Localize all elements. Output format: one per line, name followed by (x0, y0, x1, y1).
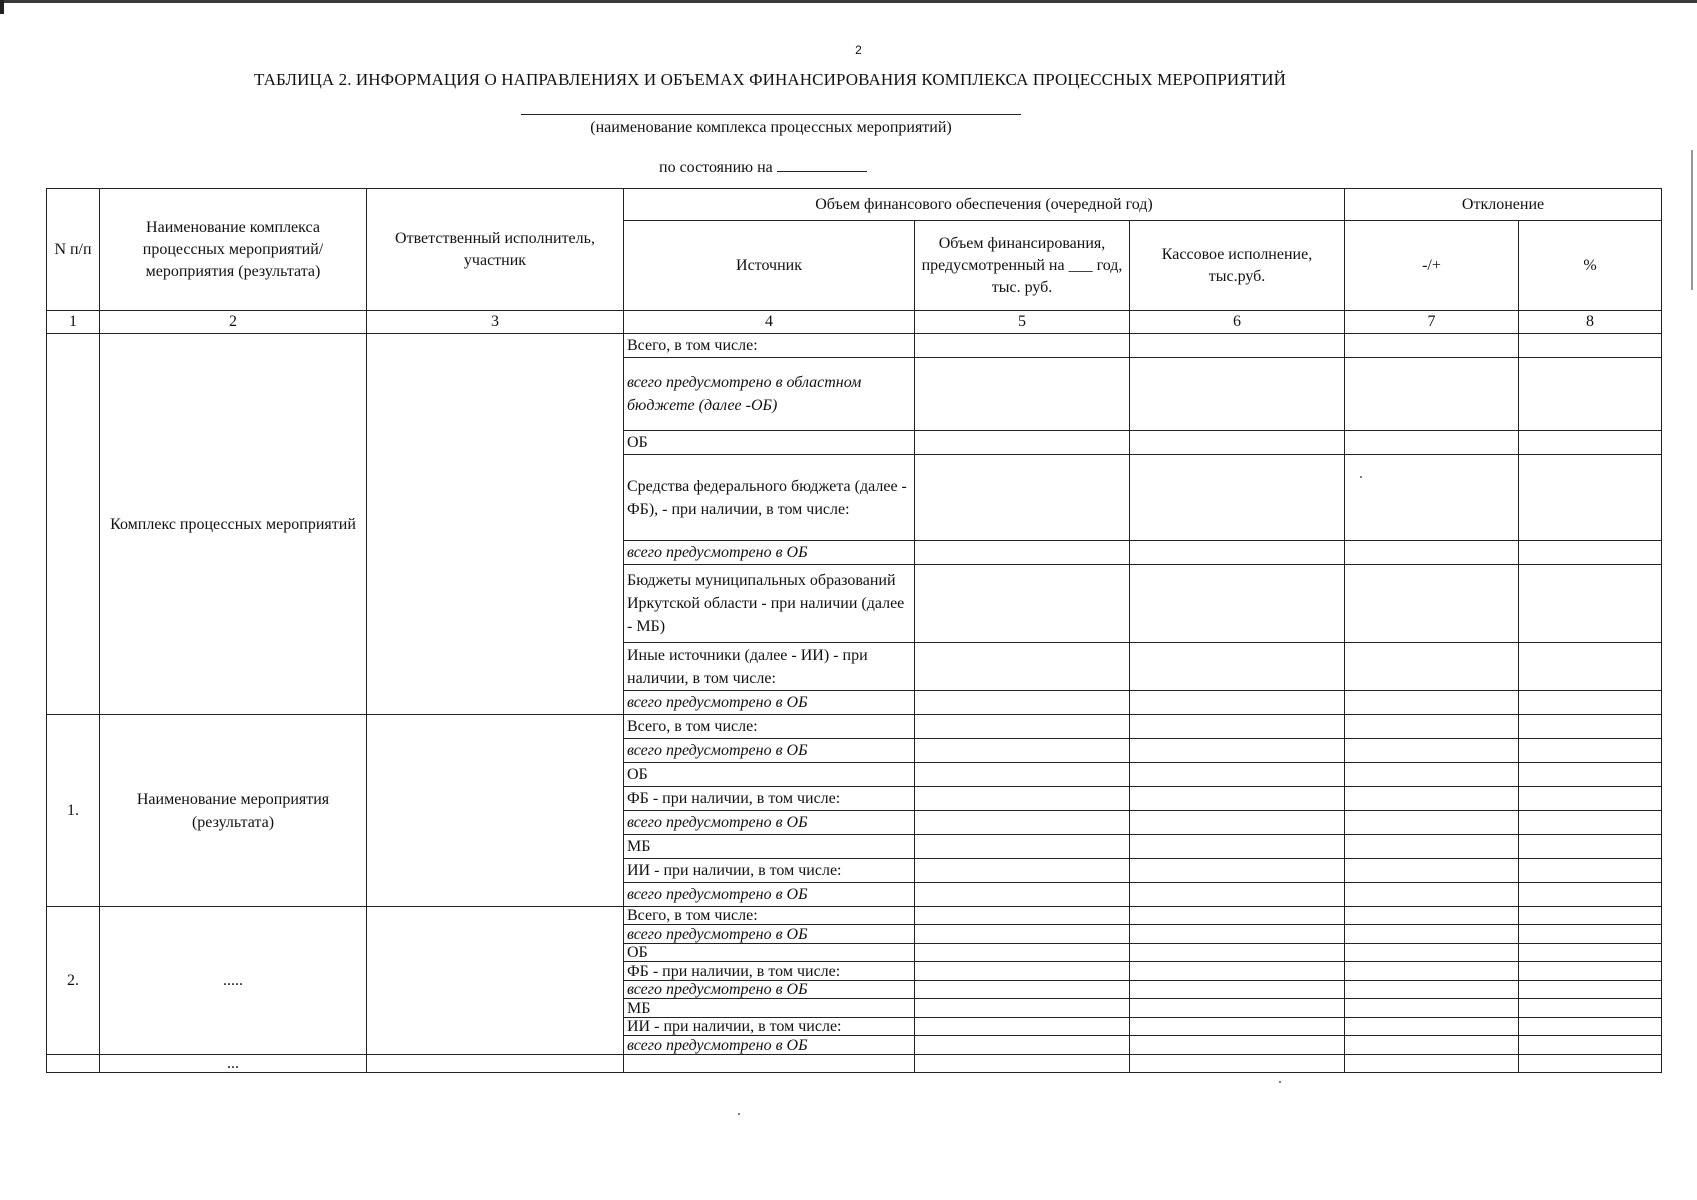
value-cell (1519, 811, 1662, 835)
value-cell (915, 763, 1130, 787)
scan-speck (1279, 1081, 1281, 1083)
value-cell (1130, 944, 1345, 962)
value-cell (1130, 859, 1345, 883)
source-cell: всего предусмотрено в ОБ (624, 925, 915, 944)
value-cell (1130, 1055, 1345, 1073)
source-cell: всего предусмотрено в областном бюджете (далее -ОБ) (624, 358, 915, 431)
value-cell (1519, 358, 1662, 431)
value-cell (1519, 334, 1662, 358)
table-body (47, 334, 1662, 1073)
value-cell (915, 981, 1130, 999)
source-cell: всего предусмотрено в ОБ (624, 739, 915, 763)
scan-corner-mark (0, 0, 4, 14)
as-of-date (659, 157, 867, 177)
value-cell (1519, 691, 1662, 715)
value-cell (915, 811, 1130, 835)
value-cell (1345, 431, 1519, 455)
page-number: 2 (855, 43, 862, 57)
row-number (47, 334, 100, 715)
value-cell (915, 787, 1130, 811)
source-cell: всего предусмотрено в ОБ (624, 1036, 915, 1055)
value-cell (915, 565, 1130, 643)
value-cell (1130, 981, 1345, 999)
document-title: ТАБЛИЦА 2. ИНФОРМАЦИЯ О НАПРАВЛЕНИЯХ И ОБЪЕМАХ ФИНАНСИРОВАНИЯ КОМПЛЕКСА ПРОЦЕССНЫХ МЕРОПРИЯТИЙ (254, 70, 1286, 89)
source-cell: Средства федерального бюджета (далее - ФБ), - при наличии, в том числе: (624, 455, 915, 541)
activity-name: Наименование мероприятия (результата) (100, 715, 367, 907)
value-cell (1519, 925, 1662, 944)
value-cell (915, 907, 1130, 925)
ellipsis-row: ... (100, 1055, 367, 1073)
source-cell: Всего, в том числе: (624, 907, 915, 925)
value-cell (1130, 715, 1345, 739)
scan-top-edge (0, 0, 1697, 3)
source-cell: всего предусмотрено в ОБ (624, 811, 915, 835)
value-cell (1345, 859, 1519, 883)
column-number: 5 (915, 311, 1130, 334)
value-cell (1345, 925, 1519, 944)
value-cell (915, 883, 1130, 907)
responsible-cell (367, 334, 624, 715)
as-of-date-label: по состоянию на (659, 159, 773, 176)
value-cell (1345, 981, 1519, 999)
value-cell (1130, 691, 1345, 715)
header-deviation-group: Отклонение (1345, 189, 1662, 221)
value-cell (1519, 883, 1662, 907)
value-cell (1519, 455, 1662, 541)
value-cell (1519, 787, 1662, 811)
value-cell (915, 1055, 1130, 1073)
value-cell (1130, 358, 1345, 431)
value-cell (1130, 962, 1345, 981)
value-cell (1130, 643, 1345, 691)
source-cell: ИИ - при наличии, в том числе: (624, 1018, 915, 1036)
value-cell (1519, 541, 1662, 565)
value-cell (915, 358, 1130, 431)
value-cell (1519, 565, 1662, 643)
source-cell: ОБ (624, 763, 915, 787)
value-cell (1345, 715, 1519, 739)
source-cell: Бюджеты муниципальных образований Иркутской области - при наличии (далее - МБ) (624, 565, 915, 643)
column-number: 6 (1130, 311, 1345, 334)
value-cell (915, 334, 1130, 358)
value-cell (1130, 334, 1345, 358)
value-cell (1130, 907, 1345, 925)
value-cell (1519, 835, 1662, 859)
responsible-cell (367, 715, 624, 907)
header-percent: % (1519, 221, 1662, 311)
value-cell (1519, 981, 1662, 999)
value-cell (1345, 565, 1519, 643)
source-cell: ОБ (624, 431, 915, 455)
row-number: 1. (47, 715, 100, 907)
value-cell (1130, 541, 1345, 565)
value-cell (1345, 811, 1519, 835)
value-cell (915, 541, 1130, 565)
value-cell (1345, 763, 1519, 787)
activity-name: Комплекс процессных мероприятий (100, 334, 367, 715)
scan-right-edge (1691, 150, 1693, 290)
value-cell (915, 962, 1130, 981)
value-cell (1345, 907, 1519, 925)
value-cell (1519, 715, 1662, 739)
column-number-row (47, 311, 1662, 334)
value-cell (915, 715, 1130, 739)
value-cell (1345, 358, 1519, 431)
as-of-date-blank (777, 157, 867, 172)
scan-speck (738, 1113, 740, 1115)
value-cell (1345, 883, 1519, 907)
source-cell: ИИ - при наличии, в том числе: (624, 859, 915, 883)
table-row (47, 1055, 1662, 1073)
header-minus-plus: -/+ (1345, 221, 1519, 311)
source-cell: Иные источники (далее - ИИ) - при наличии, в том числе: (624, 643, 915, 691)
value-cell (1130, 431, 1345, 455)
value-cell (1519, 907, 1662, 925)
value-cell (1130, 565, 1345, 643)
value-cell (915, 944, 1130, 962)
source-cell: ОБ (624, 944, 915, 962)
value-cell (1345, 787, 1519, 811)
header-cash: Кассовое исполнение, тыс.руб. (1130, 221, 1345, 311)
source-cell: всего предусмотрено в ОБ (624, 541, 915, 565)
value-cell (915, 691, 1130, 715)
value-cell (1345, 541, 1519, 565)
source-cell: Всего, в том числе: (624, 715, 915, 739)
value-cell (1345, 643, 1519, 691)
column-number: 3 (367, 311, 624, 334)
value-cell (1345, 999, 1519, 1018)
row-number: 2. (47, 907, 100, 1055)
value-cell (1345, 1036, 1519, 1055)
value-cell (47, 1055, 100, 1073)
value-cell (1130, 999, 1345, 1018)
value-cell (1519, 1018, 1662, 1036)
column-number: 4 (624, 311, 915, 334)
value-cell (915, 455, 1130, 541)
table-row (47, 907, 1662, 925)
source-cell: ФБ - при наличии, в том числе: (624, 787, 915, 811)
value-cell (1130, 835, 1345, 859)
value-cell (1519, 763, 1662, 787)
value-cell (915, 925, 1130, 944)
column-number: 7 (1345, 311, 1519, 334)
value-cell (915, 835, 1130, 859)
value-cell (1130, 883, 1345, 907)
source-cell: Всего, в том числе: (624, 334, 915, 358)
value-cell (1345, 944, 1519, 962)
source-cell: всего предусмотрено в ОБ (624, 981, 915, 999)
value-cell (1130, 1018, 1345, 1036)
header-planned: Объем финансирования, предусмотренный на ___ год, тыс. руб. (915, 221, 1130, 311)
table-row (47, 334, 1662, 358)
source-cell: всего предусмотрено в ОБ (624, 883, 915, 907)
value-cell (1345, 691, 1519, 715)
value-cell (1519, 1055, 1662, 1073)
value-cell (1519, 1036, 1662, 1055)
header-name: Наименование комплекса процессных мероприятий/мероприятия (результата) (100, 189, 367, 311)
column-number: 8 (1519, 311, 1662, 334)
header-volume-group: Объем финансового обеспечения (очередной год) (624, 189, 1345, 221)
value-cell (1345, 1055, 1519, 1073)
complex-name-blank-line (521, 114, 1021, 115)
header-source: Источник (624, 221, 915, 311)
value-cell (915, 859, 1130, 883)
value-cell (1130, 455, 1345, 541)
value-cell (1519, 999, 1662, 1018)
source-cell: МБ (624, 835, 915, 859)
value-cell (1130, 925, 1345, 944)
value-cell (1345, 1018, 1519, 1036)
value-cell (1345, 835, 1519, 859)
value-cell (915, 999, 1130, 1018)
value-cell (1519, 739, 1662, 763)
column-number: 2 (100, 311, 367, 334)
value-cell (1519, 643, 1662, 691)
source-cell: ФБ - при наличии, в том числе: (624, 962, 915, 981)
column-number: 1 (47, 311, 100, 334)
value-cell (1130, 787, 1345, 811)
table-row (47, 715, 1662, 739)
value-cell (1519, 962, 1662, 981)
value-cell (1345, 962, 1519, 981)
responsible-cell (367, 907, 624, 1055)
complex-name-caption: (наименование комплекса процессных мероприятий) (590, 119, 952, 136)
value-cell (1345, 334, 1519, 358)
value-cell (915, 643, 1130, 691)
value-cell (1130, 811, 1345, 835)
value-cell (1519, 431, 1662, 455)
header-responsible: Ответственный исполнитель, участник (367, 189, 624, 311)
header-num: N п/п (47, 189, 100, 311)
value-cell (1130, 763, 1345, 787)
activity-name: ..... (100, 907, 367, 1055)
value-cell (624, 1055, 915, 1073)
value-cell (1345, 455, 1519, 541)
value-cell (367, 1055, 624, 1073)
value-cell (1519, 859, 1662, 883)
value-cell (915, 739, 1130, 763)
value-cell (915, 1018, 1130, 1036)
value-cell (915, 1036, 1130, 1055)
value-cell (1519, 944, 1662, 962)
value-cell (1130, 1036, 1345, 1055)
value-cell (1130, 739, 1345, 763)
source-cell: всего предусмотрено в ОБ (624, 691, 915, 715)
financing-table (46, 188, 1662, 1073)
value-cell (915, 431, 1130, 455)
value-cell (1345, 739, 1519, 763)
source-cell: МБ (624, 999, 915, 1018)
